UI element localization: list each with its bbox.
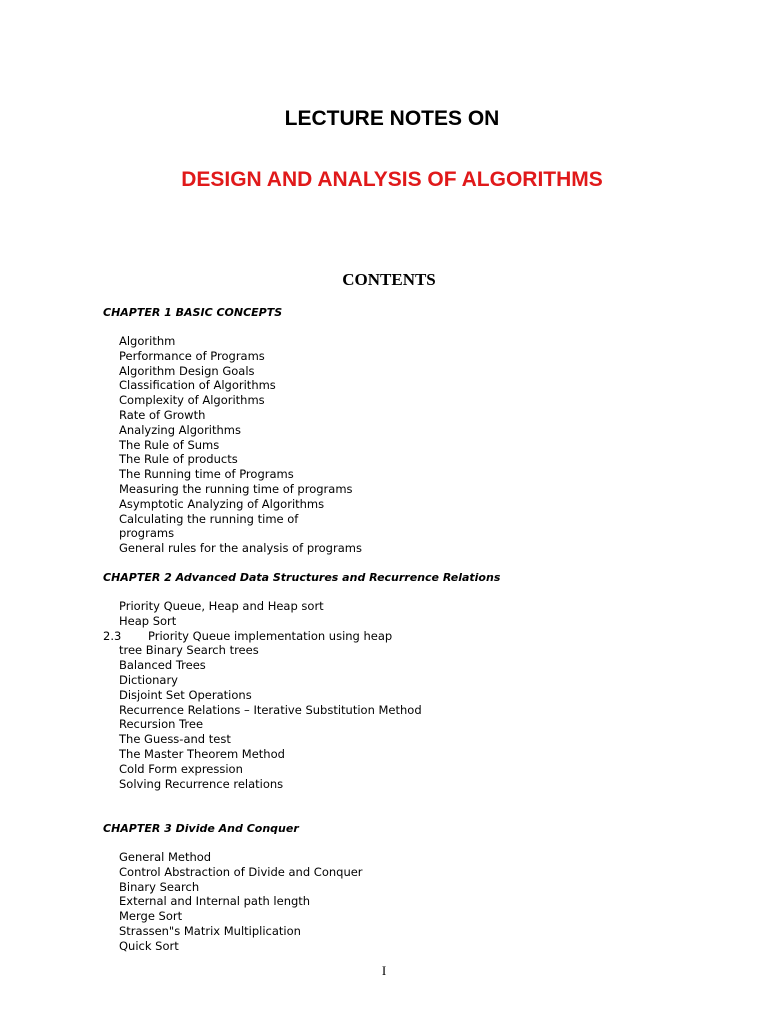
list-item: Algorithm Design Goals	[119, 363, 255, 378]
list-item: The Guess-and test	[119, 732, 231, 747]
list-item: tree Binary Search trees	[119, 643, 259, 658]
chapter-2-title: CHAPTER 2 Advanced Data Structures and Recurrence Relations	[103, 571, 501, 584]
list-item: Calculating the running time of	[119, 511, 299, 526]
list-item: Performance of Programs	[119, 348, 265, 363]
item-number: 2.3	[103, 628, 122, 643]
list-item: Cold Form expression	[119, 761, 243, 776]
list-item: Heap Sort	[119, 613, 177, 628]
list-item: Complexity of Algorithms	[119, 393, 265, 408]
lecture-notes-heading: LECTURE NOTES ON	[284, 107, 500, 130]
page-number: I	[381, 963, 387, 978]
list-item: Asymptotic Analyzing of Algorithms	[119, 496, 325, 511]
list-item: Recurrence Relations – Iterative Substitution Method	[119, 702, 422, 717]
list-item: Quick Sort	[119, 938, 179, 953]
list-item: External and Internal path length	[119, 894, 311, 909]
list-item: Classification of Algorithms	[119, 378, 276, 393]
list-item: Dictionary	[119, 672, 178, 687]
list-item: Recursion Tree	[119, 717, 204, 732]
list-item: Control Abstraction of Divide and Conquer	[119, 864, 363, 879]
list-item: Analyzing Algorithms	[119, 422, 241, 437]
chapter-1-topic-list	[119, 334, 362, 556]
list-item: The Running time of Programs	[119, 467, 294, 482]
list-item: General rules for the analysis of programs	[119, 541, 362, 556]
contents-heading: CONTENTS	[342, 270, 436, 289]
list-item: Solving Recurrence relations	[119, 776, 284, 791]
list-item: Disjoint Set Operations	[119, 687, 252, 702]
list-item: Strassen"s Matrix Multiplication	[119, 923, 301, 938]
chapter-1-title: CHAPTER 1 BASIC CONCEPTS	[103, 306, 283, 319]
list-item: Binary Search	[119, 879, 200, 894]
chapter-3-title: CHAPTER 3 Divide And Conquer	[103, 822, 299, 835]
list-item: Priority Queue, Heap and Heap sort	[119, 599, 324, 613]
list-item: Algorithm	[119, 334, 176, 348]
list-item: programs	[119, 526, 175, 541]
list-item: Measuring the running time of programs	[119, 481, 353, 496]
list-item: The Rule of products	[119, 452, 238, 467]
list-item: The Master Theorem Method	[119, 746, 285, 761]
numbered-list-item	[103, 629, 422, 644]
document-title: DESIGN AND ANALYSIS OF ALGORITHMS	[181, 168, 603, 191]
chapter-2-topic-list	[103, 599, 422, 791]
list-item: Merge Sort	[119, 909, 183, 924]
chapter-3-topic-list	[119, 850, 363, 954]
list-item: Rate of Growth	[119, 407, 206, 422]
list-item: The Rule of Sums	[119, 437, 220, 452]
item-label: Priority Queue implementation using heap	[148, 628, 393, 643]
list-item: Balanced Trees	[119, 658, 206, 673]
list-item: General Method	[119, 850, 212, 864]
